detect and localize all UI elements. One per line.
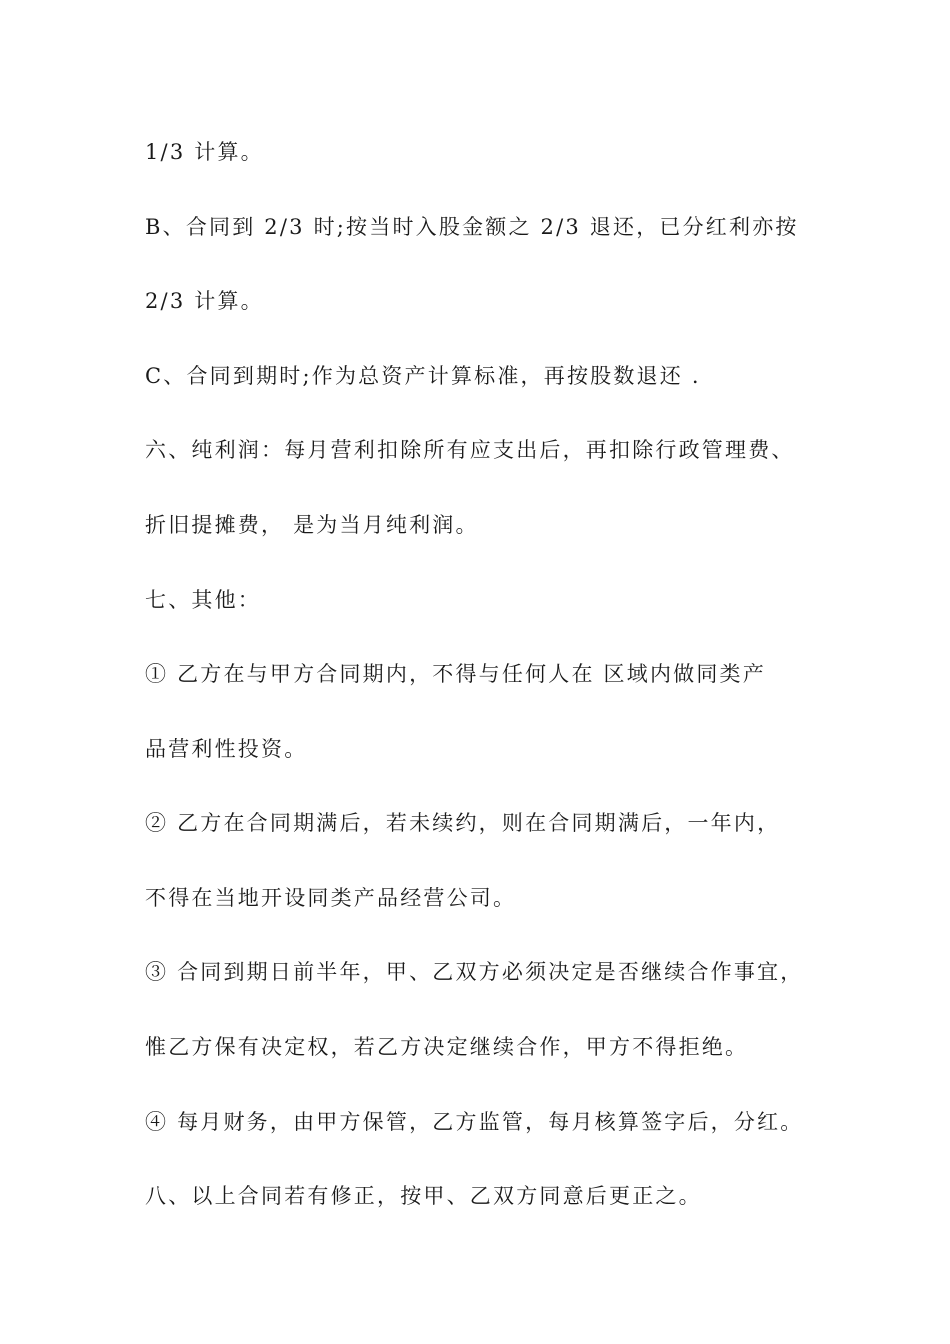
section-heading: 七、其他： [145, 588, 261, 612]
list-item: ③ 合同到期日前半年，甲、乙双方必须决定是否继续合作事宜， [145, 960, 804, 984]
list-item: ① 乙方在与甲方合同期内，不得与任何人在 区域内做同类产 [145, 662, 766, 686]
paragraph-line: C、合同到期时;作为总资产计算标准，再按股数退还 . [145, 364, 701, 388]
paragraph-line: 折旧提摊费， 是为当月纯利润。 [145, 513, 479, 537]
paragraph-line: 不得在当地开设同类产品经营公司。 [145, 886, 517, 910]
paragraph-line: 六、纯利润：每月营利扣除所有应支出后，再扣除行政管理费、 [145, 438, 795, 462]
paragraph-line: 八、以上合同若有修正，按甲、乙双方同意后更正之。 [145, 1184, 702, 1208]
list-item: ② 乙方在合同期满后，若未续约，则在合同期满后，一年内， [145, 811, 781, 835]
paragraph-line: 2/3 计算。 [145, 289, 264, 313]
list-item: ④ 每月财务，由甲方保管，乙方监管，每月核算签字后，分红。 [145, 1110, 804, 1134]
paragraph-line: B、合同到 2/3 时;按当时入股金额之 2/3 退还，已分红利亦按 [145, 215, 799, 239]
paragraph-line: 品营利性投资。 [145, 737, 308, 761]
paragraph-line: 1/3 计算。 [145, 140, 264, 164]
paragraph-line: 惟乙方保有决定权，若乙方决定继续合作，甲方不得拒绝。 [145, 1035, 749, 1059]
